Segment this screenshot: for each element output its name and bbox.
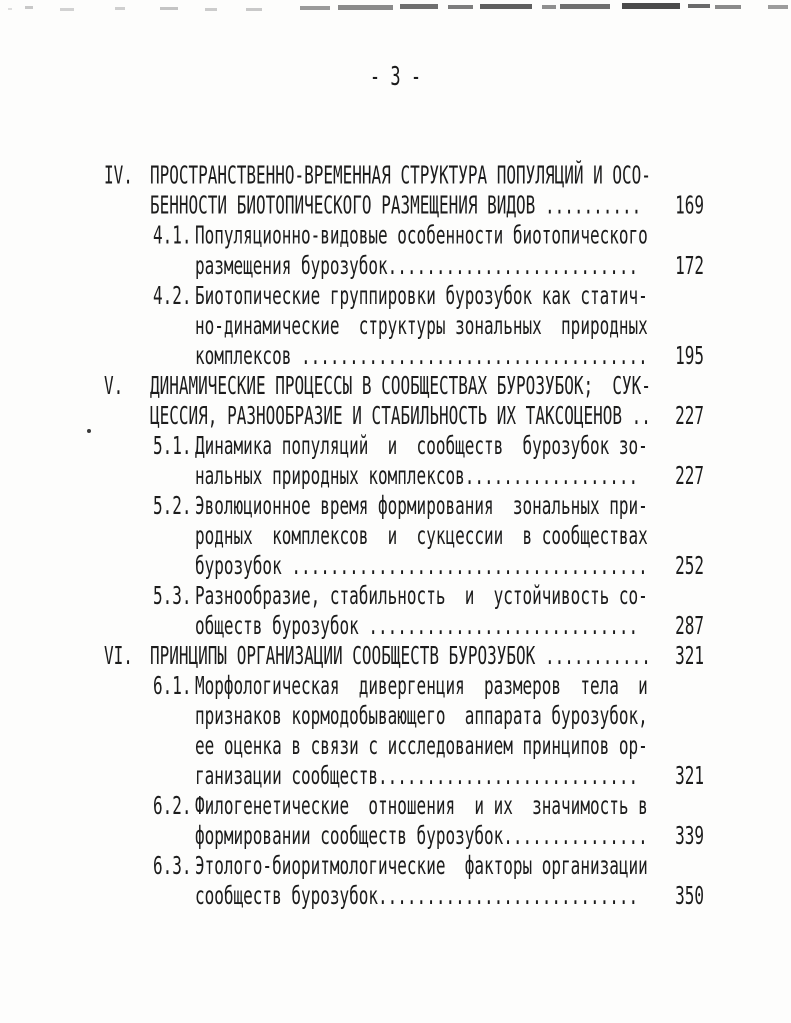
toc-entry-text: Разнообразие, стабильность и устойчивость со- xyxy=(195,580,648,611)
toc-entry-number: 5.1. xyxy=(153,430,192,461)
scan-artifact-dash xyxy=(448,5,473,9)
toc-page-number xyxy=(658,730,704,760)
toc-page-number xyxy=(658,850,704,880)
toc-page-number xyxy=(658,520,704,550)
toc-entry-text: ПРОСТРАНСТВЕННО-ВРЕМЕННАЯ СТРУКТУРА ПОПУЛЯЦИЙ И ОСО- xyxy=(150,160,651,191)
toc-entry-text: нальных природных комплексов.................. xyxy=(195,460,639,491)
toc-entry-text: комплексов .................................... xyxy=(195,340,648,371)
toc-entry-text: бурозубок ..................................... xyxy=(195,550,648,581)
toc-row xyxy=(104,460,704,490)
toc-row xyxy=(104,520,704,550)
scan-artifact-dash xyxy=(115,7,125,10)
toc-entry-number: 5.3. xyxy=(153,580,192,611)
toc-page-number xyxy=(658,310,704,340)
toc-entry-text: признаков кормодобывающего аппарата бурозубок, xyxy=(195,700,648,731)
toc-row xyxy=(104,190,704,220)
toc-row xyxy=(104,640,704,670)
toc-page-number: 195 xyxy=(675,340,704,371)
scan-artifact-dash xyxy=(300,6,330,10)
scan-artifact-dash xyxy=(768,5,788,9)
toc-entry-text: Морфологическая дивергенция размеров тела и xyxy=(195,670,648,701)
toc-row xyxy=(104,310,704,340)
scan-artifact-dash xyxy=(480,4,532,9)
toc-entry-text: ее оценка в связи с исследованием принципов ор- xyxy=(195,730,648,761)
toc-entry-text: Популяционно-видовые особенности биотопического xyxy=(195,220,648,251)
toc-row xyxy=(104,820,704,850)
scan-artifact-dash xyxy=(8,8,12,10)
toc-entry-text: сообществ бурозубок........................... xyxy=(195,880,639,911)
scan-artifact-dash xyxy=(542,5,556,9)
toc-page-number: 339 xyxy=(675,820,704,851)
toc-entry-text: Биотопические группировки бурозубок как статич- xyxy=(195,280,648,311)
toc-entry-text: ганизации сообществ........................... xyxy=(195,760,639,791)
toc-page-number xyxy=(658,280,704,310)
toc-entry-text: БЕННОСТИ БИОТОПИЧЕСКОГО РАЗМЕЩЕНИЯ ВИДОВ .......... xyxy=(150,190,642,221)
toc-entry-text: Этолого-биоритмологические факторы организации xyxy=(195,850,648,881)
scan-artifact-dash xyxy=(60,8,74,11)
toc-page-number xyxy=(658,670,704,700)
toc-entry-text: ПРИНЦИПЫ ОРГАНИЗАЦИИ СООБЩЕСТВ БУРОЗУБОК ........... xyxy=(150,640,651,671)
toc-entry-text: Эволюционное время формирования зональных при- xyxy=(195,490,648,521)
toc-page-number xyxy=(658,430,704,460)
toc-row xyxy=(104,430,704,460)
scan-artifact-dash xyxy=(715,5,741,9)
toc-row xyxy=(104,340,704,370)
toc-page-number: 321 xyxy=(675,640,704,671)
toc-entry-number: VI. xyxy=(104,640,133,671)
toc-entry-text: Филогенетические отношения и их значимость в xyxy=(195,790,648,821)
toc-entry-text: обществ бурозубок ............................ xyxy=(195,610,639,641)
scan-artifact-dash xyxy=(160,7,178,10)
toc-page-number xyxy=(658,490,704,520)
toc-entry-text: Динамика популяций и сообществ бурозубок зо- xyxy=(195,430,648,461)
toc-row xyxy=(104,550,704,580)
toc-page-number: 252 xyxy=(675,550,704,581)
scan-artifact-dash xyxy=(400,4,438,9)
scan-artifact-dash xyxy=(560,4,610,9)
toc-entry-number: 6.3. xyxy=(153,850,192,881)
toc-entry-text: родных комплексов и сукцессии в сообществах xyxy=(195,520,648,551)
toc-page-number: 172 xyxy=(675,250,704,281)
toc-page-number: 350 xyxy=(675,880,704,911)
toc-page-number: 321 xyxy=(675,760,704,791)
toc-entry-number: 6.1. xyxy=(153,670,192,701)
toc-entry-text: ДИНАМИЧЕСКИЕ ПРОЦЕССЫ В СООБЩЕСТВАХ БУРОЗУБОК; СУК- xyxy=(150,370,651,401)
toc-page-number: 287 xyxy=(675,610,704,641)
toc-page-number xyxy=(658,790,704,820)
toc-entry-text: размещения бурозубок.......................... xyxy=(195,250,639,281)
scan-artifact-dash xyxy=(205,8,217,11)
scan-artifact-dash xyxy=(622,3,680,9)
toc-row xyxy=(104,220,704,250)
toc-entry-number: V. xyxy=(104,370,124,401)
toc-entry-number: IV. xyxy=(104,160,133,191)
toc-row xyxy=(104,880,704,910)
table-of-contents xyxy=(104,160,704,911)
toc-row xyxy=(104,490,704,520)
toc-entry-number: 5.2. xyxy=(153,490,192,521)
scan-artifact-dash xyxy=(338,5,393,10)
toc-row xyxy=(104,730,704,760)
toc-page-number xyxy=(658,580,704,610)
toc-page-number xyxy=(658,160,704,190)
toc-row xyxy=(104,370,704,400)
toc-page-number: 169 xyxy=(675,190,704,221)
toc-page-number: 227 xyxy=(675,400,704,431)
toc-row xyxy=(104,160,704,190)
scan-artifact-dash xyxy=(246,8,262,11)
toc-row xyxy=(104,400,704,430)
toc-page-number xyxy=(658,220,704,250)
toc-page-number: 227 xyxy=(675,460,704,491)
toc-entry-number: 6.2. xyxy=(153,790,192,821)
toc-row xyxy=(104,610,704,640)
toc-row xyxy=(104,850,704,880)
page-number-label: - 3 - xyxy=(369,62,422,93)
toc-entry-number: 4.2. xyxy=(153,280,192,311)
toc-page-number xyxy=(658,700,704,730)
toc-row xyxy=(104,670,704,700)
scan-artifact-dot xyxy=(87,429,91,433)
scan-artifact-dash xyxy=(25,6,33,9)
toc-row xyxy=(104,580,704,610)
toc-row xyxy=(104,700,704,730)
scan-artifact-dash xyxy=(688,4,710,8)
toc-entry-text: но-динамические структуры зональных природных xyxy=(195,310,648,341)
toc-entry-text: формировании сообществ бурозубок............... xyxy=(195,820,648,851)
toc-row xyxy=(104,790,704,820)
toc-entry-number: 4.1. xyxy=(153,220,192,251)
toc-row xyxy=(104,250,704,280)
toc-entry-text: ЦЕССИЯ, РАЗНООБРАЗИЕ И СТАБИЛЬНОСТЬ ИХ ТАКСОЦЕНОВ .. xyxy=(150,400,651,431)
toc-row xyxy=(104,280,704,310)
toc-row xyxy=(104,760,704,790)
toc-page-number xyxy=(658,370,704,400)
